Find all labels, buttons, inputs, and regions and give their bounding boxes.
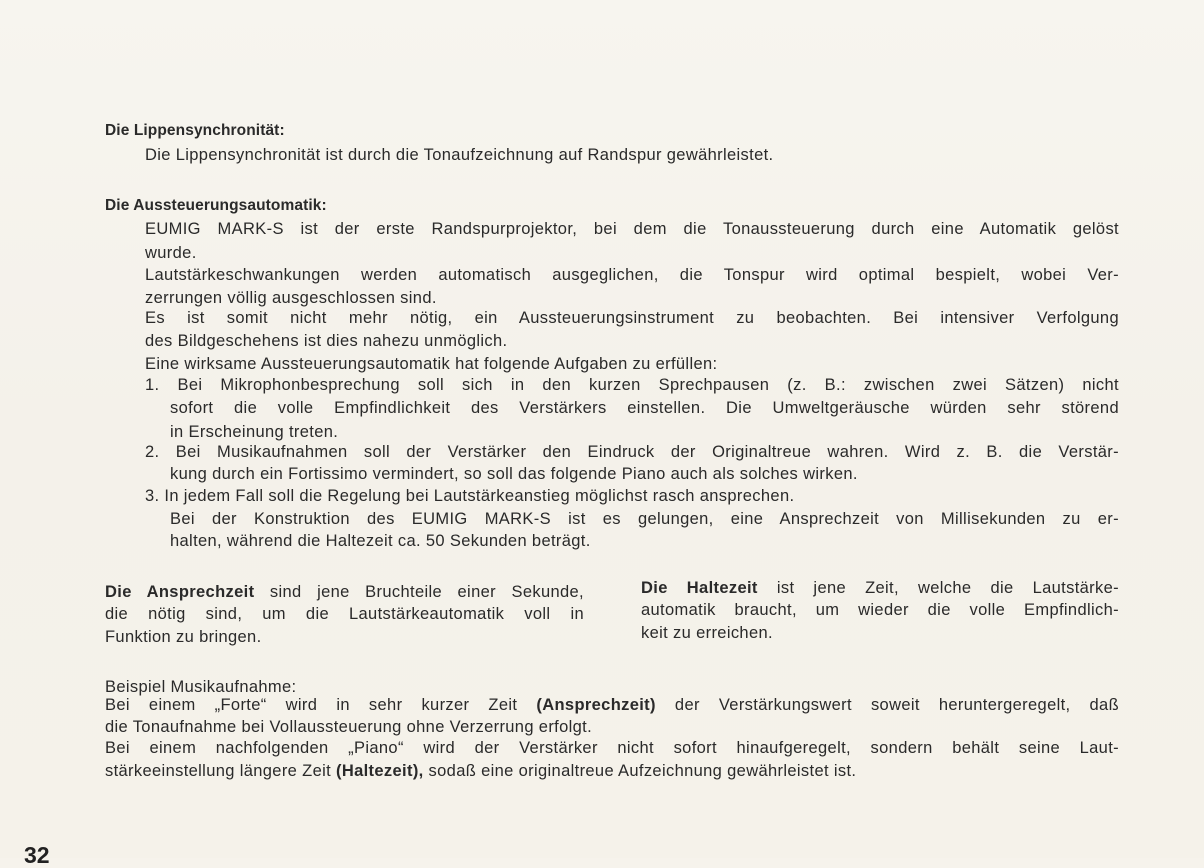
paragraph-line: Es ist somit nicht mehr nötig, ein Aussteuerungsinstrument zu beobachten. Bei intensiver Verfolgung <box>145 309 1119 327</box>
list-item-2-line: 2. Bei Musikaufnahmen soll der Verstärker den Eindruck der Originaltreue wahren. Wird z. B. die Verstär- <box>145 443 1119 461</box>
list-item-2-line: kung durch ein Fortissimo vermindert, so soll das folgende Piano auch als solches wirken. <box>170 465 858 483</box>
paragraph-line: des Bildgeschehens ist dies nahezu unmöglich. <box>145 332 508 350</box>
paragraph-line: halten, während die Haltezeit ca. 50 Sekunden beträgt. <box>170 532 591 550</box>
paragraph-line: wurde. <box>145 244 197 262</box>
example-line <box>105 761 856 781</box>
page-number: 32 <box>24 842 50 868</box>
definition-text: ist jene Zeit, welche die Lautstärke- <box>757 579 1119 597</box>
example-line: die Tonaufnahme bei Vollaussteuerung ohne Verzerrung erfolgt. <box>105 718 593 736</box>
paragraph-line: Lautstärkeschwankungen werden automatisch ausgeglichen, die Tonspur wird optimal bespielt, wobei Ver- <box>145 266 1119 284</box>
example-text: stärkeeinstellung längere Zeit <box>105 762 336 780</box>
definition-ansprechzeit-line: die nötig sind, um die Lautstärkeautomatik voll in <box>105 605 584 623</box>
paragraph-line: Die Lippensynchronität ist durch die Tonaufzeichnung auf Randspur gewährleistet. <box>145 146 774 164</box>
paragraph-line: EUMIG MARK-S ist der erste Randspurprojektor, bei dem die Tonaussteuerung durch eine Automatik gelöst <box>145 220 1119 238</box>
example-text: sodaß eine originaltreue Aufzeichnung gewährleistet ist. <box>423 762 857 780</box>
list-item-1-line: sofort die volle Empfindlichkeit des Verstärkers einstellen. Die Umweltgeräusche würden sehr störend <box>170 399 1119 417</box>
paragraph-line: zerrungen völlig ausgeschlossen sind. <box>145 289 437 307</box>
example-line <box>105 695 1119 715</box>
example-heading: Beispiel Musikaufnahme: <box>105 678 297 696</box>
definition-text: sind jene Bruchteile einer Sekunde, <box>254 583 584 601</box>
definition-ansprechzeit-line <box>105 582 584 602</box>
list-item-1-line: in Erscheinung treten. <box>170 423 339 441</box>
example-text: Bei einem „Forte“ wird in sehr kurzer Zeit <box>105 696 537 714</box>
definition-haltezeit-line: automatik braucht, um wieder die volle Empfindlich- <box>641 601 1119 619</box>
example-line: Bei einem nachfolgenden „Piano“ wird der Verstärker nicht sofort hinaufgeregelt, sondern behält seine Laut- <box>105 739 1119 757</box>
definition-haltezeit-line: keit zu erreichen. <box>641 624 773 642</box>
term-ansprechzeit-inline: (Ansprechzeit) <box>536 696 656 714</box>
definition-haltezeit-line <box>641 578 1119 598</box>
term-ansprechzeit: Die Ansprechzeit <box>105 583 255 601</box>
paragraph-line: Eine wirksame Aussteuerungsautomatik hat folgende Aufgaben zu erfüllen: <box>145 355 718 373</box>
section-heading-lippensynchronitaet: Die Lippensynchronität: <box>105 122 285 139</box>
paragraph-line: Bei der Konstruktion des EUMIG MARK-S ist es gelungen, eine Ansprechzeit von Millisekunden zu er- <box>170 510 1119 528</box>
example-text: der Verstärkungswert soweit heruntergeregelt, daß <box>655 696 1119 714</box>
list-item-3-line: 3. In jedem Fall soll die Regelung bei Lautstärkeanstieg möglichst rasch ansprechen. <box>145 487 795 505</box>
section-heading-aussteuerungsautomatik: Die Aussteuerungsautomatik: <box>105 197 327 214</box>
term-haltezeit-inline: (Haltezeit), <box>335 762 424 780</box>
term-haltezeit: Die Haltezeit <box>641 579 758 597</box>
definition-ansprechzeit-line: Funktion zu bringen. <box>105 628 262 646</box>
list-item-1-line: 1. Bei Mikrophonbesprechung soll sich in den kurzen Sprechpausen (z. B.: zwischen zwei Sätzen) nicht <box>145 376 1119 394</box>
